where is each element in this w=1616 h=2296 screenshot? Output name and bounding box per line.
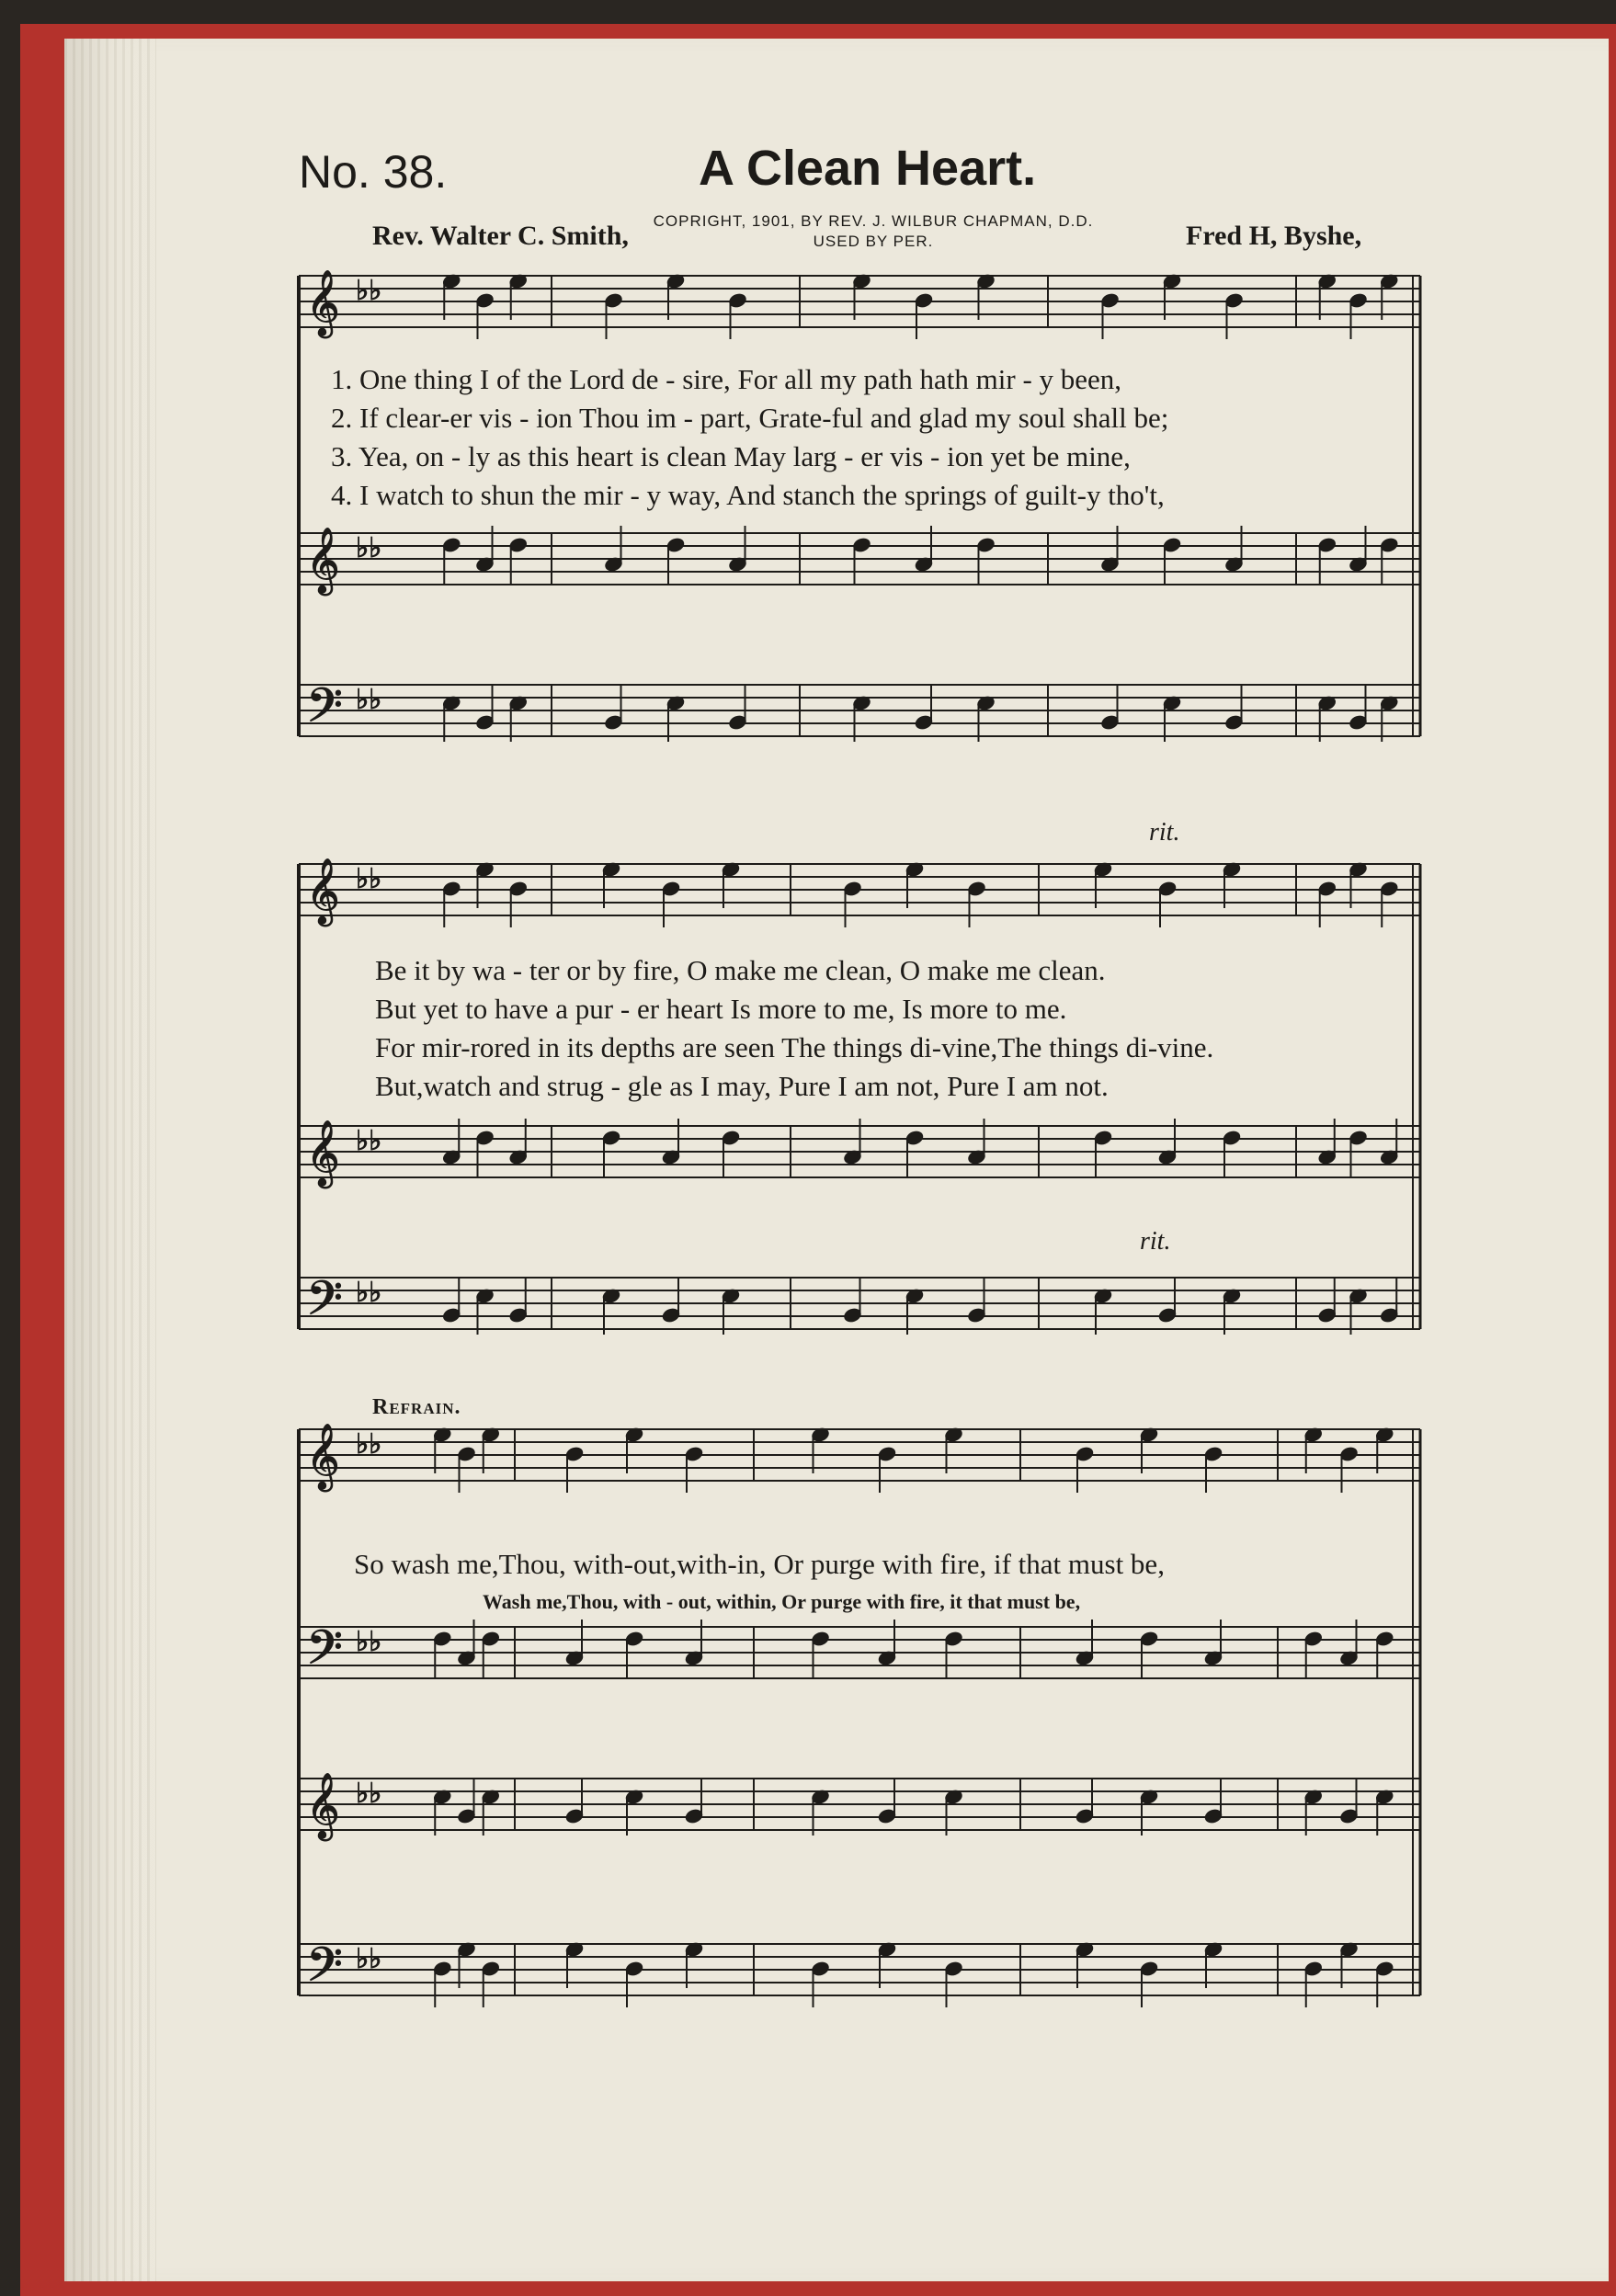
clef-icon: 𝄢 [306,1620,343,1687]
permission-line: USED BY PER. [813,233,934,250]
clef-icon: 𝄞 [306,526,340,593]
key-signature-flat-icon: ♭♭ [356,275,382,307]
key-signature-flat-icon: ♭♭ [356,1277,382,1309]
key-signature-flat-icon: ♭♭ [356,863,382,895]
ritardando-marking: rit. [1149,818,1180,847]
key-signature-flat-icon: ♭♭ [356,1778,382,1810]
refrain-echo-lyric: Wash me,Thou, with - out, within, Or purge with fire, it that must be, [483,1590,1081,1613]
key-signature-flat-icon: ♭♭ [356,1626,382,1658]
refrain-label: Refrain. [372,1395,461,1419]
key-signature-flat-icon: ♭♭ [356,1125,382,1157]
refrain-lyric: So wash me,Thou, with-out,with-in, Or purge with fire, if that must be, [354,1548,1165,1580]
clef-icon: 𝄞 [306,1771,340,1838]
verse-4-line-2: But,watch and strug - gle as I may, Pure I am not, Pure I am not. [375,1070,1109,1102]
clef-icon: 𝄢 [306,1937,343,2004]
key-signature-flat-icon: ♭♭ [356,532,382,564]
key-signature-flat-icon: ♭♭ [356,684,382,716]
verse-3-line: 3. Yea, on - ly as this heart is clean May larg - er vis - ion yet be mine, [331,440,1131,472]
clef-icon: 𝄞 [306,268,340,335]
clef-icon: 𝄢 [306,1270,343,1337]
verse-1-line-2: Be it by wa - ter or by fire, O make me clean, O make me clean. [375,954,1106,986]
verse-2-line: 2. If clear-er vis - ion Thou im - part, Grate-ful and glad my soul shall be; [331,402,1169,434]
verse-3-line-2: For mir-rored in its depths are seen The things di-vine,The things di-vine. [375,1031,1214,1063]
clef-icon: 𝄞 [306,1422,340,1489]
lyricist: Rev. Walter C. Smith, [372,221,629,251]
ritardando-marking-piano: rit. [1140,1227,1171,1256]
verse-2-line-2: But yet to have a pur - er heart Is more to me, Is more to me. [375,993,1067,1025]
key-signature-flat-icon: ♭♭ [356,1943,382,1975]
clef-icon: 𝄞 [306,1119,340,1186]
verse-4-line: 4. I watch to shun the mir - y way, And stanch the springs of guilt-y tho't, [331,479,1165,511]
clef-icon: 𝄞 [306,857,340,924]
copyright-line: COPRIGHT, 1901, BY REV. J. WILBUR CHAPMAN, D.D. [653,212,1094,230]
composer: Fred H, Byshe, [1186,221,1362,251]
key-signature-flat-icon: ♭♭ [356,1428,382,1461]
verse-1-line: 1. One thing I of the Lord de - sire, For all my path hath mir - y been, [331,363,1122,395]
hymn-title: A Clean Heart. [699,141,1037,196]
hymn-number: No. 38. [299,146,448,198]
clef-icon: 𝄢 [306,677,343,744]
